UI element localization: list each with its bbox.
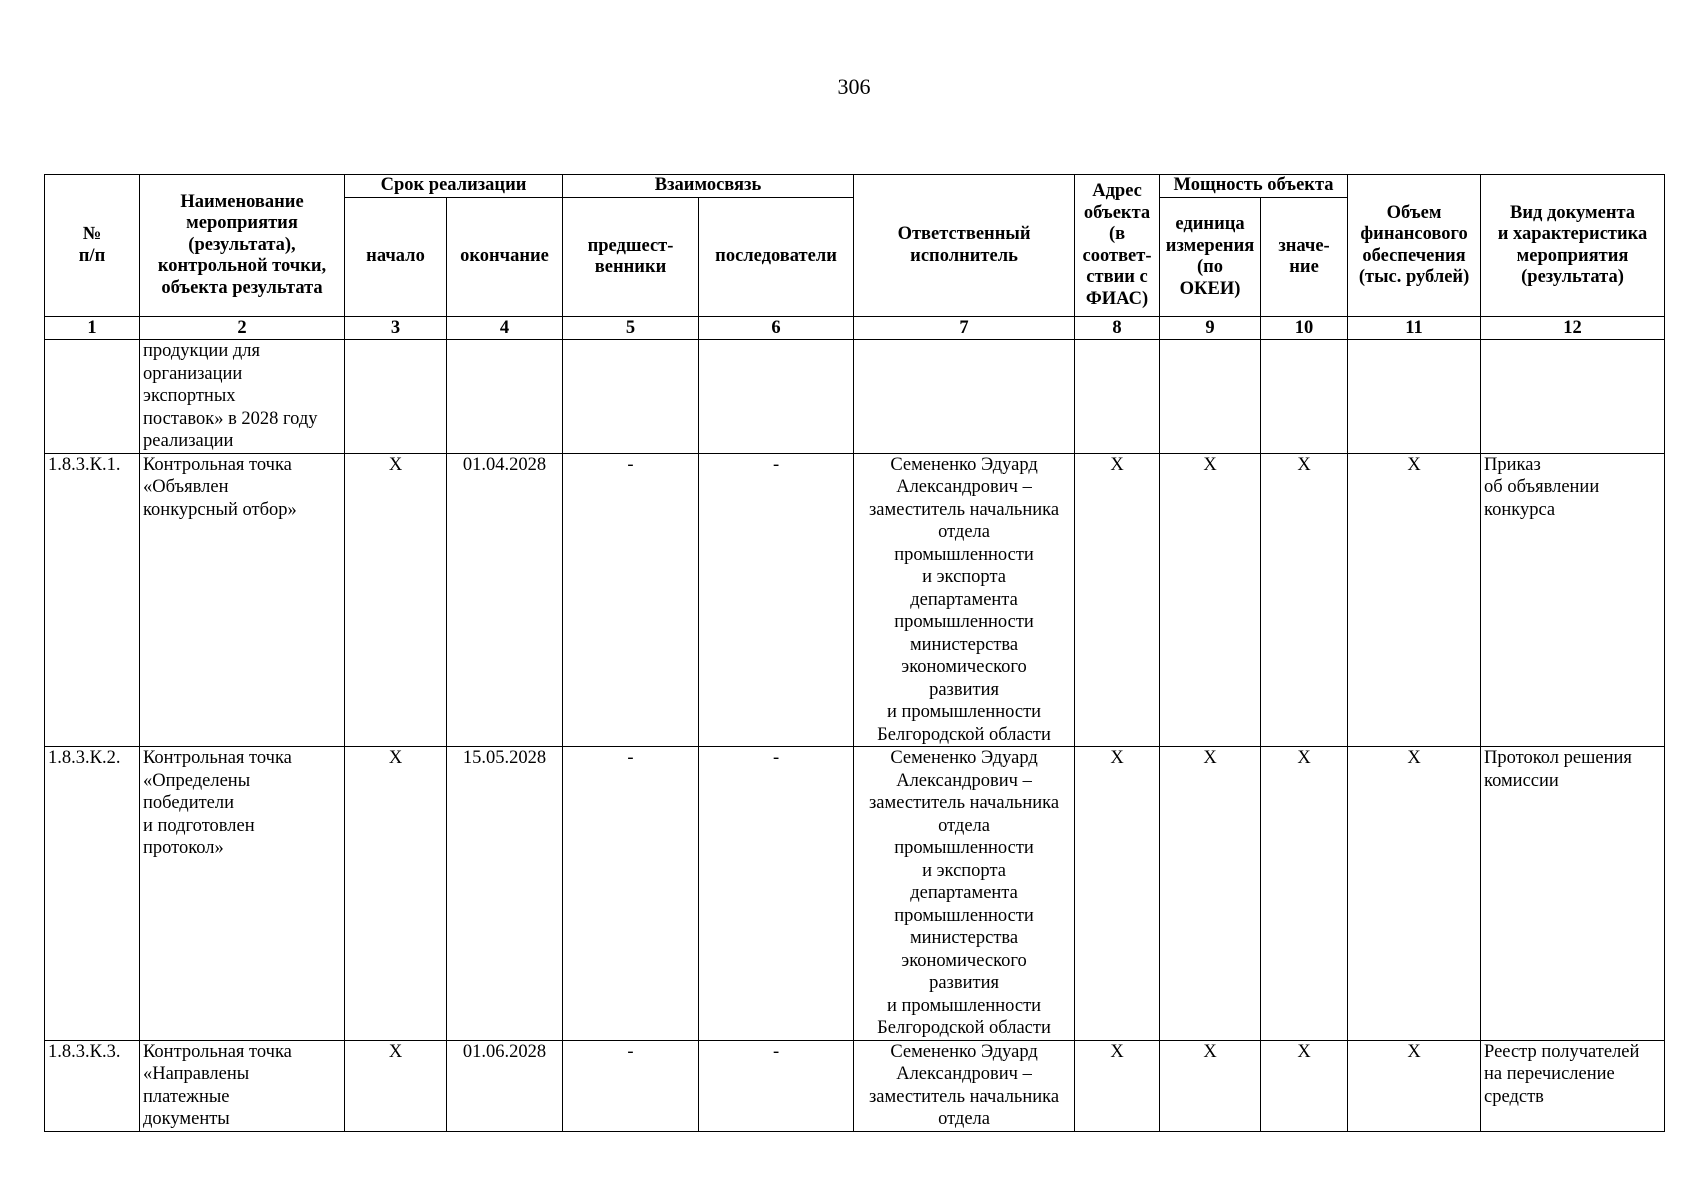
column-number: 9 xyxy=(1160,317,1261,340)
cell-document xyxy=(1481,340,1665,454)
cell-predecessors: - xyxy=(563,453,699,747)
table-row xyxy=(45,453,1665,747)
header-capacity: Мощность объекта xyxy=(1160,175,1348,198)
cell-responsible xyxy=(854,340,1075,454)
cell-end: 01.04.2028 xyxy=(447,453,563,747)
header-successors: последователи xyxy=(699,198,854,317)
header-name: Наименование мероприятия (результата), контрольной точки, объекта результата xyxy=(140,175,345,317)
cell-predecessors: - xyxy=(563,1040,699,1131)
cell-finance xyxy=(1348,340,1481,454)
cell-successors: - xyxy=(699,1040,854,1131)
cell-responsible: Семененко Эдуард Александрович – заместитель начальника отдела промышленности и экспорта департамента промышленности министерства экономического развития и промышленности Белгородской области xyxy=(854,747,1075,1041)
cell-end: 01.06.2028 xyxy=(447,1040,563,1131)
cell-responsible: Семененко Эдуард Александрович – заместитель начальника отдела промышленности и экспорта департамента промышленности министерства экономического развития и промышленности Белгородской области xyxy=(854,453,1075,747)
cell-successors xyxy=(699,340,854,454)
cell-num: 1.8.3.К.2. xyxy=(45,747,140,1041)
cell-address: X xyxy=(1075,1040,1160,1131)
cell-predecessors: - xyxy=(563,747,699,1041)
header-relation: Взаимосвязь xyxy=(563,175,854,198)
cell-start xyxy=(345,340,447,454)
cell-unit: X xyxy=(1160,747,1261,1041)
header-end: окончание xyxy=(447,198,563,317)
cell-finance: X xyxy=(1348,747,1481,1041)
cell-value: X xyxy=(1261,747,1348,1041)
table-header xyxy=(45,175,1665,340)
header-value: значе- ние xyxy=(1261,198,1348,317)
cell-document: Протокол решения комиссии xyxy=(1481,747,1665,1041)
column-number: 4 xyxy=(447,317,563,340)
header-unit: единица измерения (по ОКЕИ) xyxy=(1160,198,1261,317)
cell-document: Реестр получателей на перечисление средств xyxy=(1481,1040,1665,1131)
cell-successors: - xyxy=(699,453,854,747)
cell-num: 1.8.3.К.3. xyxy=(45,1040,140,1131)
cell-start: X xyxy=(345,453,447,747)
cell-num xyxy=(45,340,140,454)
cell-document: Приказ об объявлении конкурса xyxy=(1481,453,1665,747)
cell-address: X xyxy=(1075,453,1160,747)
cell-name: Контрольная точка «Направлены платежные документы xyxy=(140,1040,345,1131)
cell-name: продукции для организации экспортных поставок» в 2028 году реализации xyxy=(140,340,345,454)
cell-successors: - xyxy=(699,747,854,1041)
header-document: Вид документа и характеристика мероприятия (результата) xyxy=(1481,175,1665,317)
column-number: 7 xyxy=(854,317,1075,340)
cell-start: X xyxy=(345,747,447,1041)
header-predecessors: предшест- венники xyxy=(563,198,699,317)
column-number: 5 xyxy=(563,317,699,340)
cell-start: X xyxy=(345,1040,447,1131)
table-row xyxy=(45,340,1665,454)
header-finance: Объем финансового обеспечения (тыс. рублей) xyxy=(1348,175,1481,317)
table-row xyxy=(45,747,1665,1041)
cell-address: X xyxy=(1075,747,1160,1041)
column-number: 6 xyxy=(699,317,854,340)
cell-value: X xyxy=(1261,1040,1348,1131)
plan-table xyxy=(44,174,1665,1132)
cell-value xyxy=(1261,340,1348,454)
column-number: 3 xyxy=(345,317,447,340)
column-number: 12 xyxy=(1481,317,1665,340)
page-number: 306 xyxy=(837,74,871,99)
cell-finance: X xyxy=(1348,1040,1481,1131)
header-start: начало xyxy=(345,198,447,317)
cell-end xyxy=(447,340,563,454)
cell-num: 1.8.3.К.1. xyxy=(45,453,140,747)
header-num: № п/п xyxy=(45,175,140,317)
cell-finance: X xyxy=(1348,453,1481,747)
column-number: 1 xyxy=(45,317,140,340)
cell-unit: X xyxy=(1160,453,1261,747)
cell-address xyxy=(1075,340,1160,454)
cell-responsible: Семененко Эдуард Александрович – заместитель начальника отдела xyxy=(854,1040,1075,1131)
column-number: 10 xyxy=(1261,317,1348,340)
cell-name: Контрольная точка «Объявлен конкурсный отбор» xyxy=(140,453,345,747)
cell-value: X xyxy=(1261,453,1348,747)
cell-unit xyxy=(1160,340,1261,454)
cell-name: Контрольная точка «Определены победители и подготовлен протокол» xyxy=(140,747,345,1041)
column-number: 2 xyxy=(140,317,345,340)
column-number-row xyxy=(45,317,1665,340)
table-body xyxy=(45,340,1665,1132)
header-period: Срок реализации xyxy=(345,175,563,198)
cell-predecessors xyxy=(563,340,699,454)
cell-end: 15.05.2028 xyxy=(447,747,563,1041)
cell-unit: X xyxy=(1160,1040,1261,1131)
header-responsible: Ответственный исполнитель xyxy=(854,175,1075,317)
column-number: 11 xyxy=(1348,317,1481,340)
table-row xyxy=(45,1040,1665,1131)
header-address: Адрес объекта (в соответ- ствии с ФИАС) xyxy=(1075,175,1160,317)
column-number: 8 xyxy=(1075,317,1160,340)
